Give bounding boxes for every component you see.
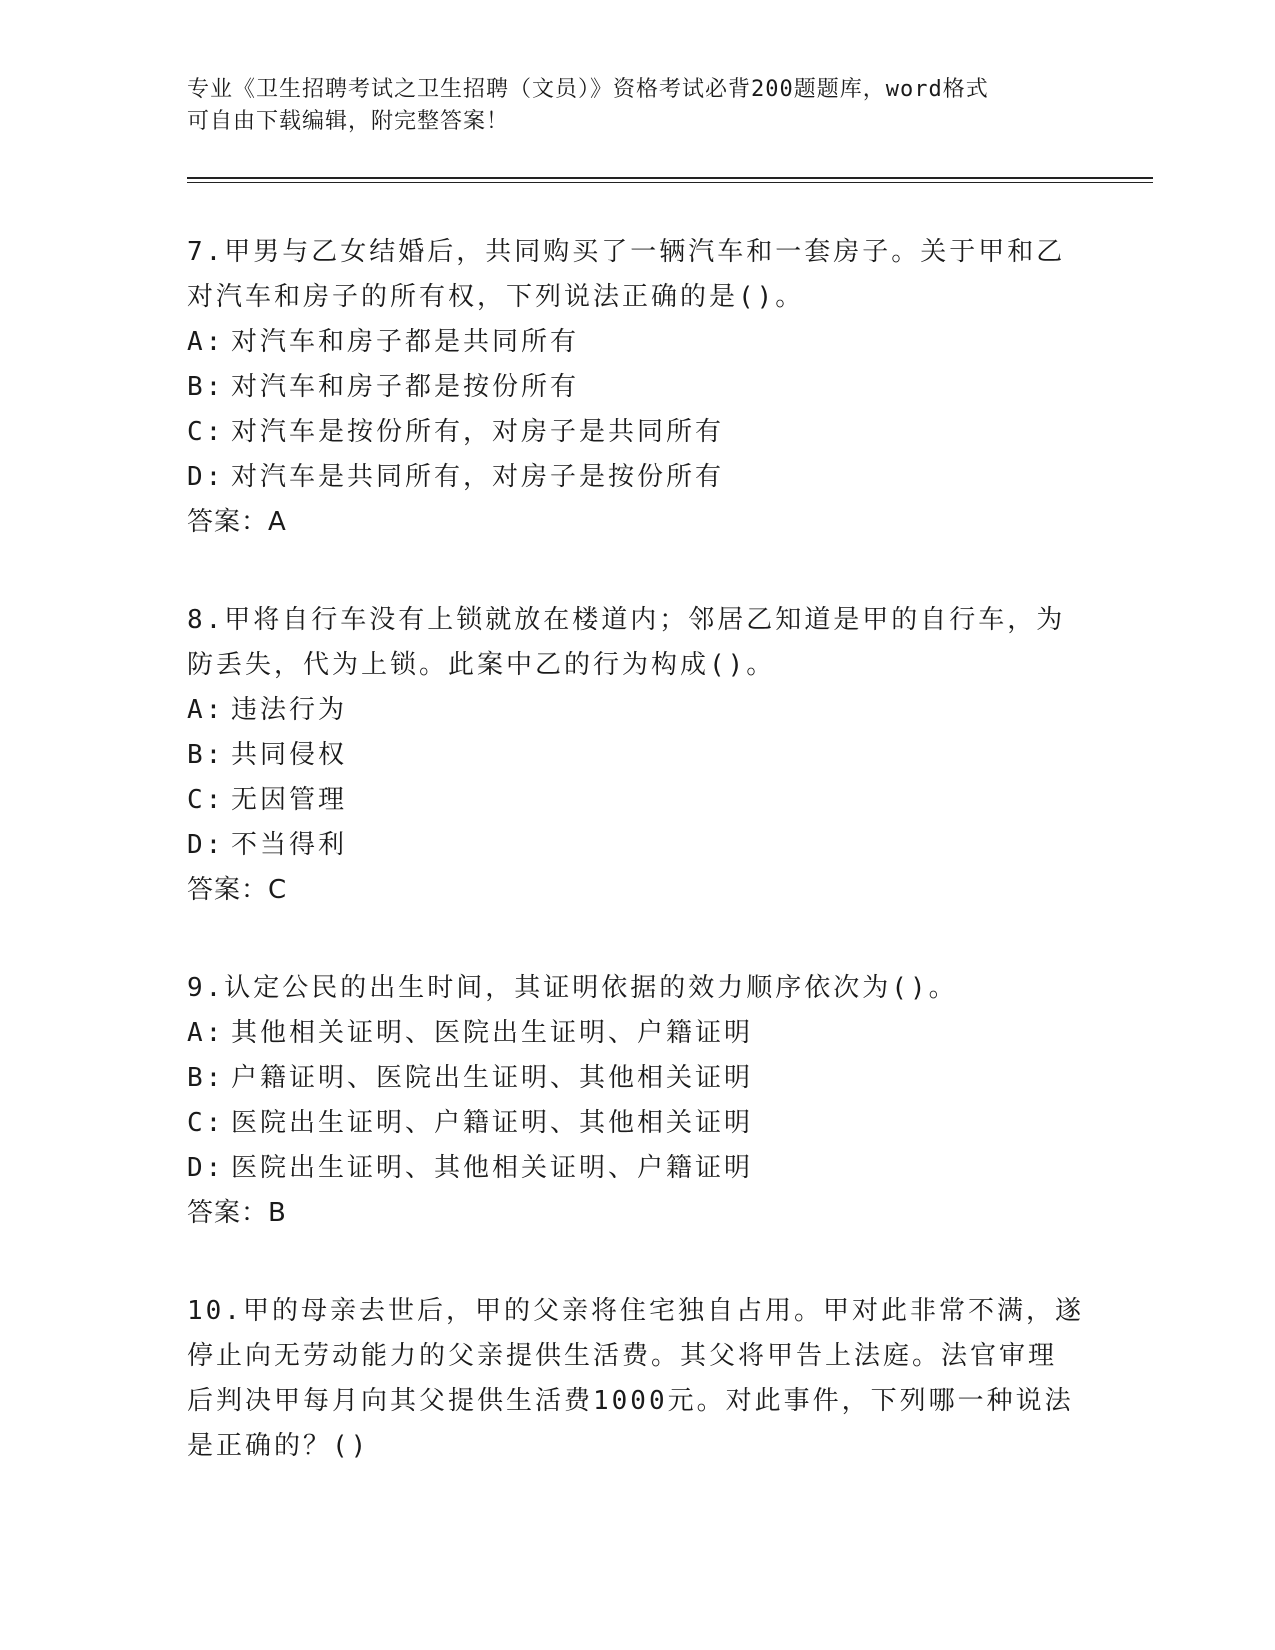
option-text: 对汽车是按份所有，对房子是共同所有 (231, 417, 725, 447)
option-letter: D: (187, 1153, 225, 1183)
option-c (187, 410, 1087, 455)
option-b (187, 1056, 1087, 1101)
header-line-1: 专业《卫生招聘考试之卫生招聘（文员）》资格考试必背200题题库，word格式 (187, 77, 989, 102)
option-text: 无因管理 (231, 785, 348, 815)
option-text: 户籍证明、医院出生证明、其他相关证明 (231, 1063, 754, 1093)
question-text-line: 防丢失，代为上锁。此案中乙的行为构成()。 (187, 650, 776, 680)
question-text-line: 对汽车和房子的所有权，下列说法正确的是()。 (187, 282, 805, 312)
option-b (187, 733, 1087, 778)
question-8 (187, 598, 1087, 913)
option-letter: D: (187, 830, 225, 860)
answer: 答案：B (187, 1198, 287, 1228)
question-text-line: 10.甲的母亲去世后，甲的父亲将住宅独自占用。甲对此非常不满，遂 (187, 1296, 1084, 1326)
option-d (187, 455, 1087, 500)
option-text: 对汽车和房子都是共同所有 (231, 327, 580, 357)
question-text-line: 停止向无劳动能力的父亲提供生活费。其父将甲告上法庭。法官审理 (187, 1341, 1058, 1371)
option-a (187, 320, 1087, 365)
header-divider-thin (187, 182, 1153, 183)
option-letter: C: (187, 417, 225, 447)
option-d (187, 823, 1087, 868)
option-text: 对汽车是共同所有，对房子是按份所有 (231, 462, 725, 492)
option-text: 对汽车和房子都是按份所有 (231, 372, 580, 402)
option-c (187, 778, 1087, 823)
option-c (187, 1101, 1087, 1146)
question-9 (187, 966, 1087, 1236)
question-text-line: 是正确的？() (187, 1431, 370, 1461)
option-d (187, 1146, 1087, 1191)
question-text (187, 230, 1087, 320)
question-10 (187, 1289, 1087, 1469)
option-b (187, 365, 1087, 410)
question-list (187, 230, 1087, 1522)
question-text (187, 1289, 1087, 1469)
option-a (187, 688, 1087, 733)
question-text (187, 966, 1087, 1011)
option-text: 违法行为 (231, 695, 348, 725)
answer: 答案：A (187, 507, 287, 537)
question-text (187, 598, 1087, 688)
question-text-line: 8.甲将自行车没有上锁就放在楼道内；邻居乙知道是甲的自行车，为 (187, 605, 1066, 635)
option-letter: A: (187, 327, 225, 357)
question-7 (187, 230, 1087, 545)
option-letter: C: (187, 1108, 225, 1138)
option-text: 医院出生证明、户籍证明、其他相关证明 (231, 1108, 754, 1138)
option-letter: A: (187, 1018, 225, 1048)
option-letter: A: (187, 695, 225, 725)
question-text-line: 7.甲男与乙女结婚后，共同购买了一辆汽车和一套房子。关于甲和乙 (187, 237, 1066, 267)
option-text: 医院出生证明、其他相关证明、户籍证明 (231, 1153, 754, 1183)
option-letter: D: (187, 462, 225, 492)
question-text-line: 后判决甲每月向其父提供生活费1000元。对此事件，下列哪一种说法 (187, 1386, 1074, 1416)
option-letter: B: (187, 372, 225, 402)
option-letter: C: (187, 785, 225, 815)
document-header (187, 74, 1067, 138)
option-letter: B: (187, 1063, 225, 1093)
option-text: 不当得利 (231, 830, 348, 860)
option-text: 其他相关证明、医院出生证明、户籍证明 (231, 1018, 754, 1048)
answer: 答案：C (187, 875, 288, 905)
option-letter: B: (187, 740, 225, 770)
header-line-2: 可自由下载编辑，附完整答案！ (187, 109, 510, 134)
option-a (187, 1011, 1087, 1056)
option-text: 共同侵权 (231, 740, 348, 770)
question-text-line: 9.认定公民的出生时间，其证明依据的效力顺序依次为()。 (187, 973, 958, 1003)
header-divider-thick (187, 177, 1153, 179)
